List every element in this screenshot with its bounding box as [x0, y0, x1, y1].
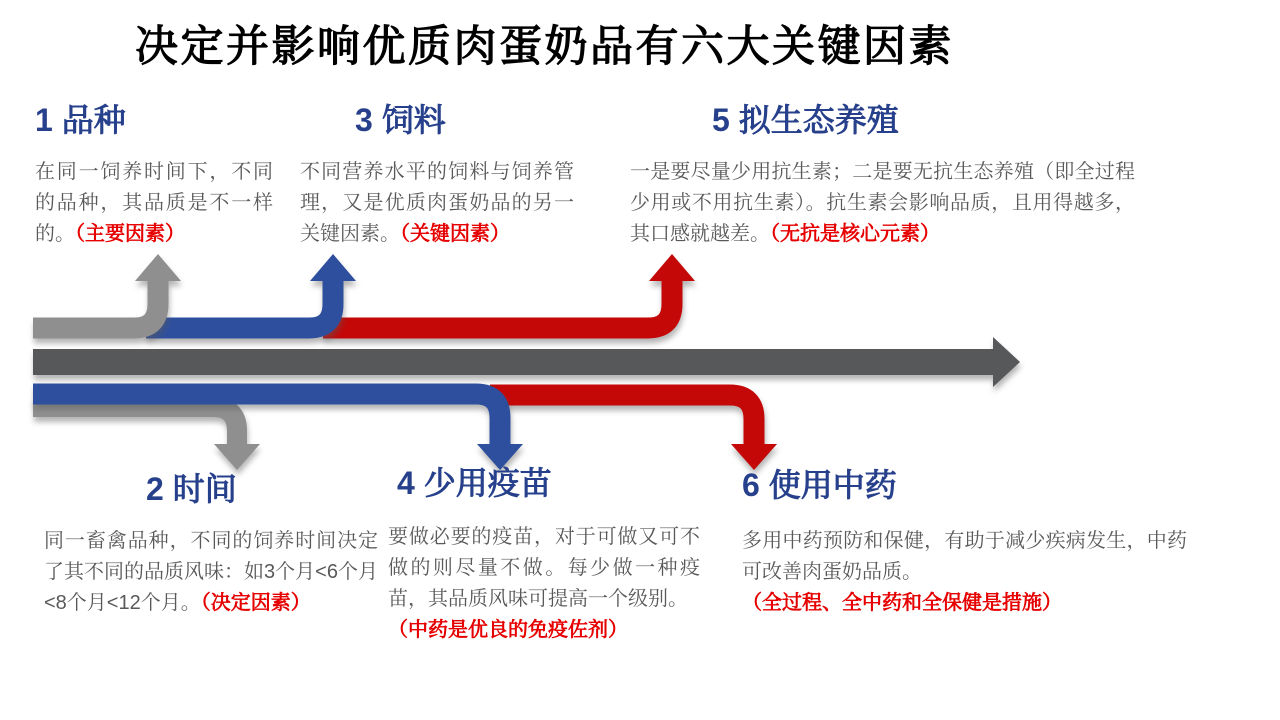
section-tcm-heading: 6 使用中药 — [742, 467, 897, 503]
section-eco-text: 一是要尽量少用抗生素；二是要无抗生态养殖（即全过程少用或不用抗生素）。抗生素会影响品质，且用得越多，其口感就越差。 — [630, 161, 1135, 245]
section-time-heading: 2 时间 — [146, 471, 237, 507]
arrow-up-feed-icon — [146, 254, 356, 328]
section-time-emphasis: （决定因素） — [200, 592, 311, 614]
arrow-down-tcm-icon — [490, 395, 777, 470]
section-eco-body — [630, 157, 1135, 250]
section-time-text: 同一畜禽品种，不同的饲养时间决定了其不同的品质风味：如3个月<6个月<8个月<12个月。 — [44, 530, 378, 614]
section-feed-body — [300, 157, 574, 250]
section-breed-emphasis: （主要因素） — [75, 223, 185, 245]
arrow-up-breed-icon — [33, 254, 181, 328]
section-time-body — [44, 526, 378, 619]
section-breed-text: 在同一饲养时间下，不同的品种，其品质是不一样的。 — [35, 161, 273, 245]
section-breed-heading: 1 品种 — [35, 102, 126, 138]
main-flow-arrow-icon — [33, 337, 1020, 387]
section-tcm-emphasis: （全过程、全中药和全保健是措施） — [742, 592, 1062, 614]
arrow-up-eco-icon — [323, 254, 695, 328]
section-tcm-body — [742, 526, 1187, 619]
arrow-down-time-icon — [33, 407, 260, 470]
section-feed-heading: 3 饲料 — [355, 102, 446, 138]
section-breed-body — [35, 157, 273, 250]
section-eco-heading: 5 拟生态养殖 — [712, 102, 899, 138]
section-vaccine-emphasis: （中药是优良的免疫佐剂） — [388, 619, 628, 641]
section-feed-emphasis: （关键因素） — [400, 223, 510, 245]
section-feed-text: 不同营养水平的饲料与饲养管理，又是优质肉蛋奶品的另一关键因素。 — [300, 161, 574, 245]
section-vaccine-text: 要做必要的疫苗，对于可做又可不做的则尽量不做。每少做一种疫苗，其品质风味可提高一个级别。 — [388, 526, 700, 610]
section-vaccine-body — [388, 522, 700, 646]
section-vaccine-heading: 4 少用疫苗 — [397, 465, 552, 501]
section-eco-emphasis: （无抗是核心元素） — [770, 223, 940, 245]
section-tcm-text: 多用中药预防和保健，有助于减少疾病发生，中药可改善肉蛋奶品质。 — [742, 530, 1187, 583]
slide-title: 决定并影响优质肉蛋奶品有六大关键因素 — [135, 23, 954, 71]
